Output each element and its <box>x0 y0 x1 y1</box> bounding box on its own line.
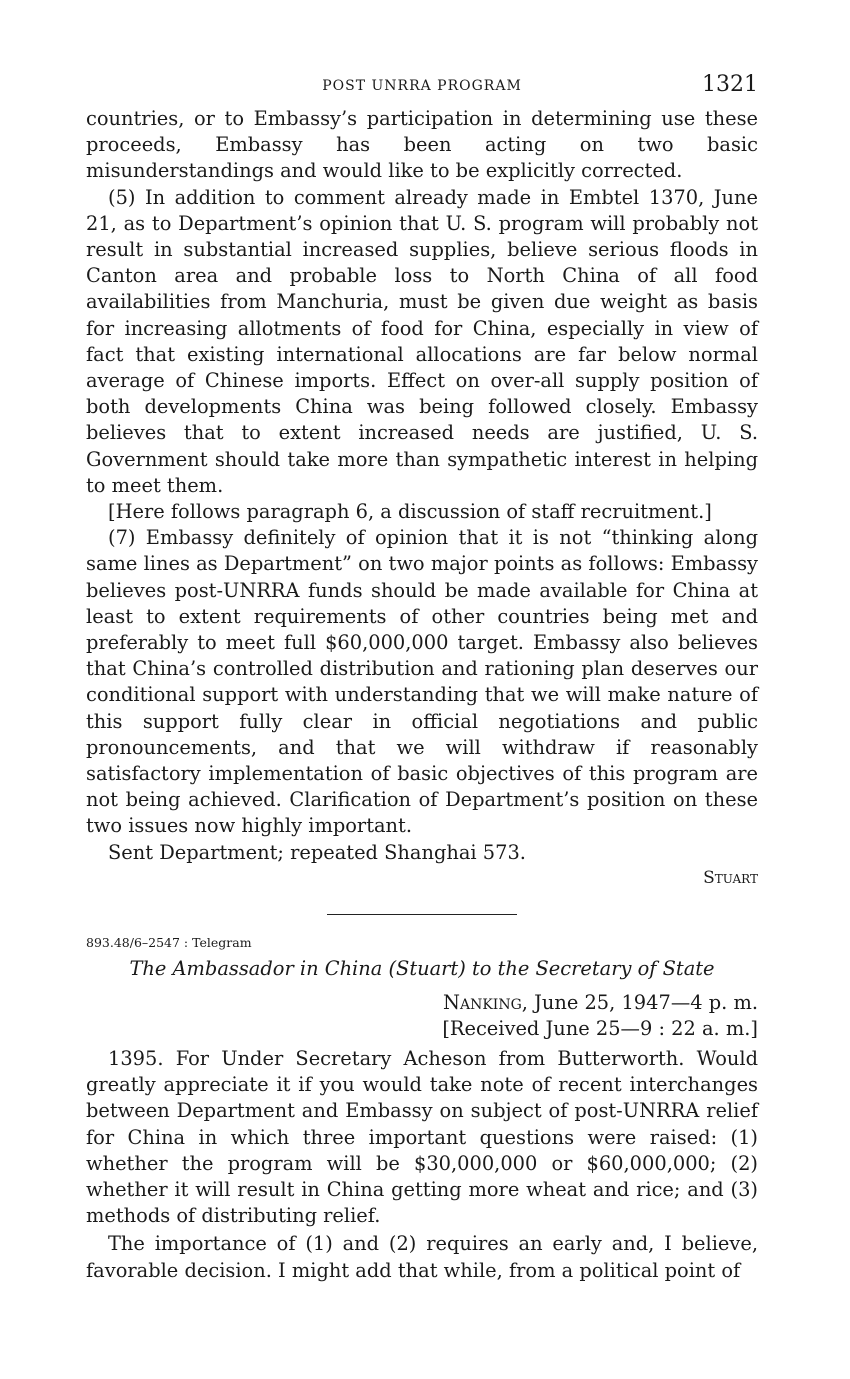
paragraph-6-note: [Here follows paragraph 6, a discussion of staff recruitment.] <box>108 500 712 524</box>
paragraph-continuation: countries, or to Embassy’s participation in determining use these proceeds, Embassy has been acting on two basic misunderstandings and would like to be explicitly corrected. <box>86 107 758 183</box>
file-reference: 893.48/6–2547 : Telegram <box>86 934 252 950</box>
date-received: [Received June 25—9 : 22 a. m.] <box>442 1016 758 1040</box>
paragraph-1395: 1395. For Under Secretary Acheson from Butterworth. Would greatly appreciate it if you would take note of recent interchanges between Department and Embassy on subject of post-UNRRA relief for China in which three important questions were raised: (1) whether the program will be $30,000,000 or $60,000,000; (2) whether it will result in China getting more wheat and rice; and (3) methods of distributing relief. <box>86 1046 758 1228</box>
section-divider <box>327 914 517 915</box>
document-page <box>86 70 758 1284</box>
page-number: 1321 <box>702 72 758 97</box>
place-name: Nanking <box>443 990 522 1014</box>
dateline <box>86 990 758 1042</box>
date-time: , June 25, 1947—4 p. m. <box>521 990 758 1014</box>
paragraph-importance: The importance of (1) and (2) requires an early and, I believe, favorable decision. I might add that while, from a political point of <box>86 1232 758 1282</box>
sent-line: Sent Department; repeated Shanghai 573. <box>108 840 526 864</box>
paragraph-7: (7) Embassy definitely of opinion that it is not “thinking along same lines as Department” on two major points as follows: Embassy believes post-UNRRA funds should be made available for China at least to extent requirements of other countries being met and preferably to meet full $60,000,000 target. Embassy also believes that China’s controlled distribution and rationing plan deserves our conditional support with understanding that we will make nature of this support fully clear in official negotiations and public pronouncements, and that we will withdraw if reasonably satisfactory implementation of basic objectives of this program are not being achieved. Clarification of Department’s position on these two issues now highly important. <box>86 526 758 838</box>
running-head: POST UNRRA PROGRAM <box>322 78 522 94</box>
signature: Stuart <box>703 867 758 888</box>
paragraph-5: (5) In addition to comment already made in Embtel 1370, June 21, as to Department’s opinion that U. S. program will probably not result in substantial increased supplies, believe serious floods in Canton area and probable loss to North China of all food availabilities from Manchuria, must be given due weight as basis for increasing allotments of food for China, especially in view of fact that existing international allocations are far below normal average of Chinese imports. Effect on over-all supply position of both developments China was being followed closely. Embassy believes that to extent increased needs are justified, U. S. Government should take more than sympathetic interest in helping to meet them. <box>86 185 758 497</box>
date-sent <box>86 990 758 1016</box>
page-header <box>86 70 758 106</box>
document-title: The Ambassador in China (Stuart) to the Secretary of State <box>129 956 715 980</box>
